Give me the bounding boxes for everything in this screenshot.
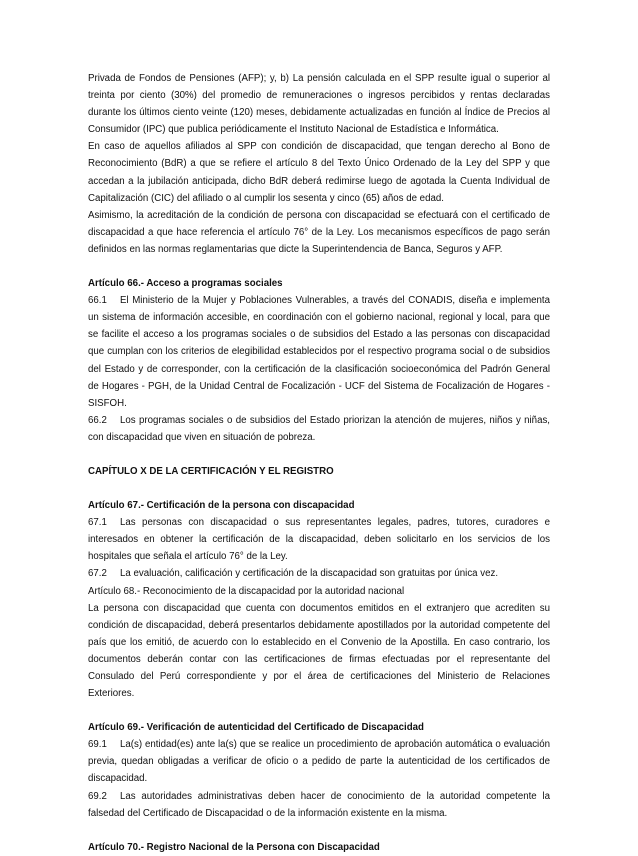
- article-68-title: Artículo 68.- Reconocimiento de la discapacidad por la autoridad nacional: [88, 585, 405, 597]
- article-69-2: [88, 788, 550, 822]
- chapter-title: CAPÍTULO X DE LA CERTIFICACIÓN Y EL REGISTRO: [88, 465, 334, 477]
- article-69-title: Artículo 69.- Verificación de autenticidad del Certificado de Discapacidad: [88, 722, 424, 734]
- clause-number: 67.2: [88, 568, 107, 580]
- clause-number: 66.2: [88, 414, 107, 426]
- document-page: [88, 70, 550, 856]
- article-66-2: [88, 412, 550, 446]
- article-66-1: [88, 292, 550, 412]
- clause-number: 66.1: [88, 295, 107, 307]
- clause-number: 67.1: [88, 517, 107, 529]
- spacer: [88, 258, 550, 275]
- paragraph-pension: Privada de Fondos de Pensiones (AFP); y, b) La pensión calculada en el SPP resulte igual o superior al treinta por ciento (30%) del promedio de remuneraciones o ingresos percibidos y rentas declaradas durante los últimos ciento veinte (120) meses, debidamente actualizadas en función al Índice de Precios al Consumidor (IPC) que publica periódicamente el Instituto Nacional de Estadística e Informática.: [88, 73, 550, 136]
- spacer: [88, 702, 550, 719]
- clause-text: Las autoridades administrativas deben hacer de conocimiento de la autoridad competente la falsedad del Certificado de Discapacidad o de la información existente en la misma.: [88, 790, 550, 819]
- article-66-title: Artículo 66.- Acceso a programas sociales: [88, 278, 283, 290]
- spacer: [88, 822, 550, 839]
- spacer: [88, 446, 550, 463]
- article-69-1: [88, 736, 550, 787]
- article-68-body: La persona con discapacidad que cuenta con documentos emitidos en el extranjero que acrediten su condición de discapacidad, deberá presentarlos debidamente apostillados por la autoridad competente del país que los emitió, de acuerdo con lo establecido en el Convenio de la Apostilla. En caso contrario, los documentos deberán contar con las certificaciones de firmas efectuadas por el representante del Consulado del Perú correspondiente y por el área de certificaciones del Ministerio de Relaciones Exteriores.: [88, 602, 550, 700]
- article-67-title: Artículo 67.- Certificación de la persona con discapacidad: [88, 500, 355, 512]
- paragraph-acreditacion: Asimismo, la acreditación de la condición de persona con discapacidad se efectuará con el certificado de discapacidad a que hace referencia el artículo 76° de la Ley. Los mecanismos específicos de pago serán definidos en las normas reglamentarias que dicte la Superintendencia de Banca, Seguros y AFP.: [88, 209, 550, 255]
- article-67-1: [88, 514, 550, 565]
- spacer: [88, 480, 550, 497]
- clause-number: 69.2: [88, 790, 107, 802]
- clause-text: La(s) entidad(es) ante la(s) que se realice un procedimiento de aprobación automática o evaluación previa, quedan obligadas a verificar de oficio o a pedido de parte la autenticidad de los certificados de discapacidad.: [88, 739, 550, 785]
- paragraph-bono-reconocimiento: En caso de aquellos afiliados al SPP con condición de discapacidad, que tengan derecho al Bono de Reconocimiento (BdR) a que se refiere el artículo 8 del Texto Único Ordenado de la Ley del SPP y que accedan a la jubilación anticipada, dicho BdR deberá redimirse luego de agotada la Cuenta Individual de Capitalización (CIC) del afiliado o al cumplir los sesenta y cinco (65) años de edad.: [88, 141, 550, 204]
- article-67-2: [88, 565, 550, 582]
- clause-text: El Ministerio de la Mujer y Poblaciones Vulnerables, a través del CONADIS, diseña e implementa un sistema de información accesible, en coordinación con el gobierno nacional, regional y local, para que se facilite el acceso a los programas sociales o de subsidios del Estado a las personas con discapacidad que cumplan con los criterios de elegibilidad establecidos por el respectivo programa social o de subsidios del Estado y de corresponder, con la certificación de la clasificación socioeconómica del Padrón General de Hogares - PGH, de la Unidad Central de Focalización - UCF del Sistema de Focalización de Hogares - SISFOH.: [88, 295, 550, 409]
- article-70-title: Artículo 70.- Registro Nacional de la Persona con Discapacidad: [88, 841, 380, 853]
- clause-text: Las personas con discapacidad o sus representantes legales, padres, tutores, curadores e interesados en obtener la certificación de la discapacidad, deben solicitarlo en los servicios de los hospitales que señala el artículo 76° de la Ley.: [88, 517, 550, 563]
- clause-text: La evaluación, calificación y certificación de la discapacidad son gratuitas por única vez.: [120, 568, 499, 580]
- clause-text: Los programas sociales o de subsidios del Estado priorizan la atención de mujeres, niños y niñas, con discapacidad que viven en situación de pobreza.: [88, 414, 550, 443]
- clause-number: 69.1: [88, 739, 107, 751]
